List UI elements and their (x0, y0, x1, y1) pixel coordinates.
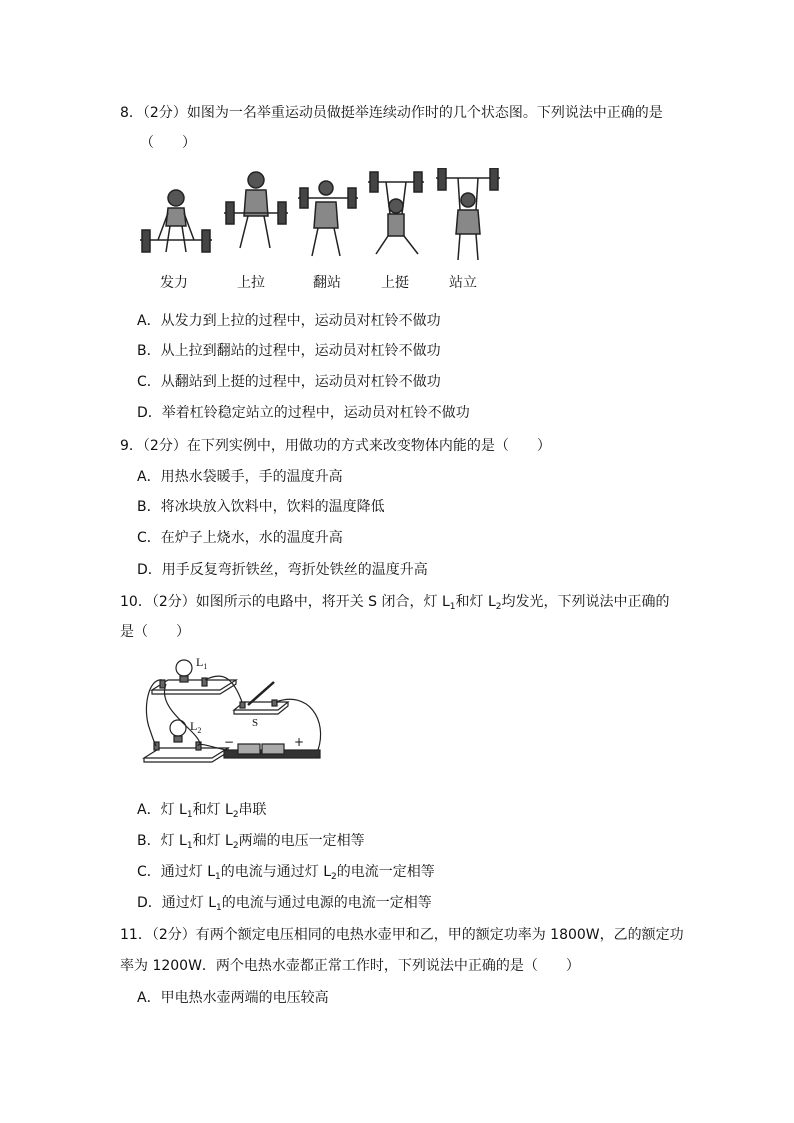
q10-option-c: C．通过灯 $L_1$的电流与通过灯 $L_2$的电流一定相等 (137, 864, 435, 882)
q11-stem: 11．（2分）有两个额定电压相同的电热水壶甲和乙，甲的额定功率为 1800W，乙的额定功 (120, 927, 684, 943)
label-plus: + (294, 735, 305, 749)
q9-option-b: B．将冰块放入饮料中，饮料的温度降低 (137, 499, 385, 515)
q10-option-d: D．通过灯 $L_1$的电流与通过电源的电流一定相等 (137, 895, 432, 913)
q9-option-a: A．用热水袋暖手，手的温度升高 (137, 469, 343, 485)
caption-shangting: 上挺 (381, 275, 409, 291)
q10-option-b: B．灯 $L_1$和灯 $L_2$两端的电压一定相等 (137, 833, 365, 851)
q11-option-a: A．甲电热水壶两端的电压较高 (137, 990, 329, 1006)
q10-stem-line2: 是（ ） (120, 624, 190, 640)
caption-zhanli: 站立 (449, 275, 477, 291)
circuit-diagram (138, 650, 338, 768)
weightlifting-figure (136, 168, 516, 268)
q9-option-d: D．用手反复弯折铁丝，弯折处铁丝的温度升高 (137, 562, 428, 578)
caption-shangla: 上拉 (237, 275, 265, 291)
q9-stem: 9．（2分）在下列实例中，用做功的方式来改变物体内能的是（ ） (120, 438, 551, 454)
caption-fanzhan: 翻站 (313, 275, 341, 291)
q8-option-a: A．从发力到上拉的过程中，运动员对杠铃不做功 (137, 313, 441, 329)
label-minus: − (224, 735, 235, 749)
q8-option-d: D．举着杠铃稳定站立的过程中，运动员对杠铃不做功 (137, 405, 470, 421)
q10-stem: 10．（2分）如图所示的电路中，将开关 S 闭合，灯 $L_1$和灯 $L_2$均发光，下列说法中正确的 (120, 594, 670, 612)
caption-fali: 发力 (160, 275, 188, 291)
q8-answer-paren: （ ） (140, 135, 196, 151)
q8-stem: 8．（2分）如图为一名举重运动员做挺举连续动作时的几个状态图。下列说法中正确的是 (120, 105, 663, 121)
label-l2: $L_2$ (190, 719, 202, 735)
q9-option-c: C．在炉子上烧水，水的温度升高 (137, 530, 343, 546)
q8-option-c: C．从翻站到上挺的过程中，运动员对杠铃不做功 (137, 374, 441, 390)
q8-option-b: B．从上拉到翻站的过程中，运动员对杠铃不做功 (137, 343, 441, 359)
q10-option-a: A．灯 $L_1$和灯 $L_2$串联 (137, 802, 267, 820)
label-switch-s: S (252, 717, 259, 729)
label-l1: $L_1$ (196, 655, 208, 671)
q11-stem-line2: 率为 1200W．两个电热水壶都正常工作时，下列说法中正确的是（ ） (120, 958, 580, 974)
